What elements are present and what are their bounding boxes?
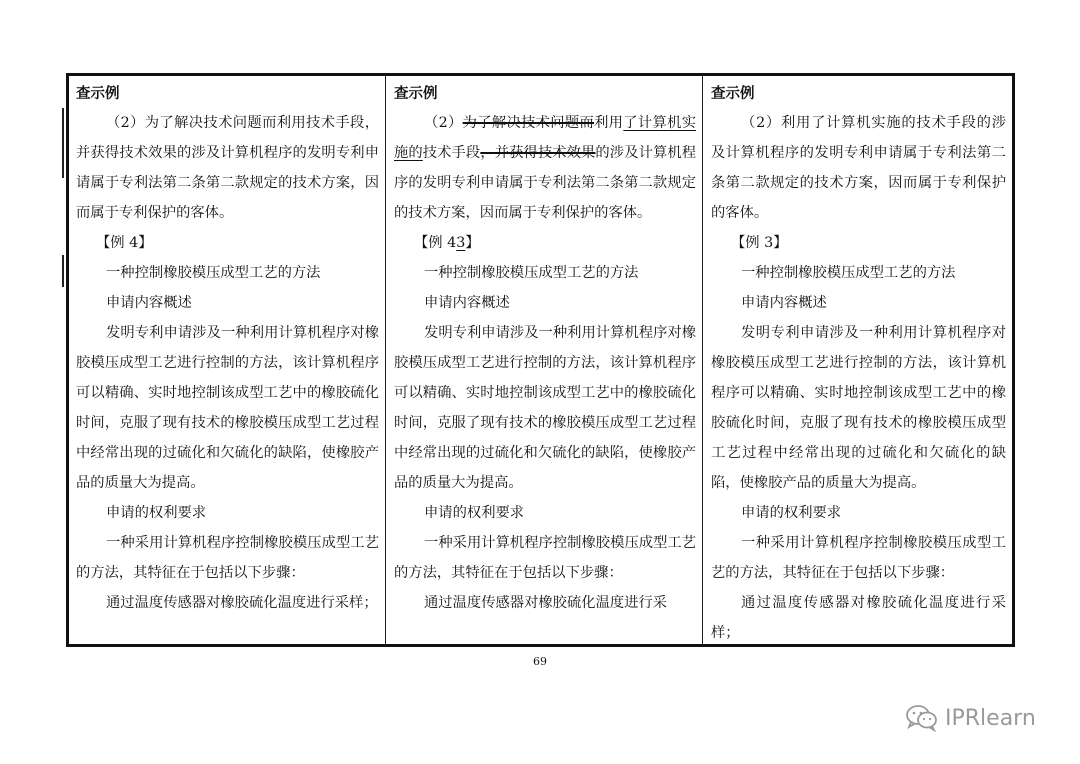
column-original (69, 76, 385, 644)
paragraph: 申请内容概述 (741, 295, 827, 311)
paragraph: 申请的权利要求 (741, 505, 842, 521)
paragraph-tracked: （2）为了解决技术问题而利用了计算机实施的技术手段，并获得技术效果的涉及计算机程序的发明专利申请属于专利法第二条第二款规定的技术方案，因而属于专利保护的客体。 (394, 115, 697, 221)
deleted-text: 为了解决技术问题而 (462, 115, 595, 131)
column-heading: 查示例 (711, 86, 755, 102)
wechat-icon (905, 704, 939, 732)
paragraph: 发明专利申请涉及一种利用计算机程序对橡胶模压成型工艺进行控制的方法，该计算机程序可以精确、实时地控制该成型工艺中的橡胶硫化时间，克服了现有技术的橡胶模压成型工艺过程中经常出现的过硫化和欠硫化的缺陷，使橡胶产品的质量大为提高。 (76, 325, 379, 491)
comparison-table (66, 73, 1015, 647)
inserted-text: 了计算机实施的 (394, 115, 697, 161)
change-bar-2 (62, 255, 64, 287)
paragraph: （2）利用了计算机实施的技术手段的涉及计算机程序的发明专利申请属于专利法第二条第二款规定的技术方案，因而属于专利保护的客体。 (711, 115, 1006, 221)
column-heading: 查示例 (76, 86, 120, 102)
paragraph: （2）为了解决技术问题而利用技术手段，并获得技术效果的涉及计算机程序的发明专利申请属于专利法第二条第二款规定的技术方案，因而属于专利保护的客体。 (76, 115, 379, 221)
watermark-text: IPRlearn (945, 705, 1036, 731)
example-label: 【例 43】 (414, 235, 480, 251)
page-number: 69 (533, 655, 547, 668)
paragraph: 发明专利申请涉及一种利用计算机程序对橡胶模压成型工艺进行控制的方法，该计算机程序可以精确、实时地控制该成型工艺中的橡胶硫化时间，克服了现有技术的橡胶模压成型工艺过程中经常出现的过硫化和欠硫化的缺陷，使橡胶产品的质量大为提高。 (394, 325, 696, 491)
example-label: 【例 3】 (731, 235, 788, 251)
paragraph: 申请内容概述 (424, 295, 510, 311)
column-revision (385, 76, 702, 644)
watermark (905, 704, 1036, 732)
paragraph: 一种控制橡胶模压成型工艺的方法 (741, 265, 956, 281)
paragraph: 一种采用计算机程序控制橡胶模压成型工艺的方法，其特征在于包括以下步骤： (76, 535, 379, 581)
example-label: 【例 4】 (96, 235, 153, 251)
inserted-text: 3 (456, 235, 466, 251)
paragraph: 一种控制橡胶模压成型工艺的方法 (106, 265, 321, 281)
paragraph: 申请内容概述 (106, 295, 192, 311)
change-bar-1 (62, 108, 64, 178)
paragraph: 通过温度传感器对橡胶硫化温度进行采样； (711, 595, 1006, 641)
column-final (702, 76, 1012, 644)
paragraph: 一种采用计算机程序控制橡胶模压成型工艺的方法，其特征在于包括以下步骤： (711, 535, 1006, 581)
paragraph: 发明专利申请涉及一种利用计算机程序对橡胶模压成型工艺进行控制的方法，该计算机程序可以精确、实时地控制该成型工艺中的橡胶硫化时间，克服了现有技术的橡胶模压成型工艺过程中经常出现的过硫化和欠硫化的缺陷，使橡胶产品的质量大为提高。 (711, 325, 1006, 491)
column-heading: 查示例 (394, 86, 438, 102)
paragraph: 申请的权利要求 (424, 505, 525, 521)
paragraph: 一种控制橡胶模压成型工艺的方法 (424, 265, 639, 281)
paragraph: 通过温度传感器对橡胶硫化温度进行采样； (106, 595, 378, 611)
paragraph: 申请的权利要求 (106, 505, 207, 521)
paragraph: 一种采用计算机程序控制橡胶模压成型工艺的方法，其特征在于包括以下步骤： (394, 535, 696, 581)
deleted-text: ，并获得技术效果 (480, 145, 596, 161)
paragraph: 通过温度传感器对橡胶硫化温度进行采 (424, 595, 668, 611)
